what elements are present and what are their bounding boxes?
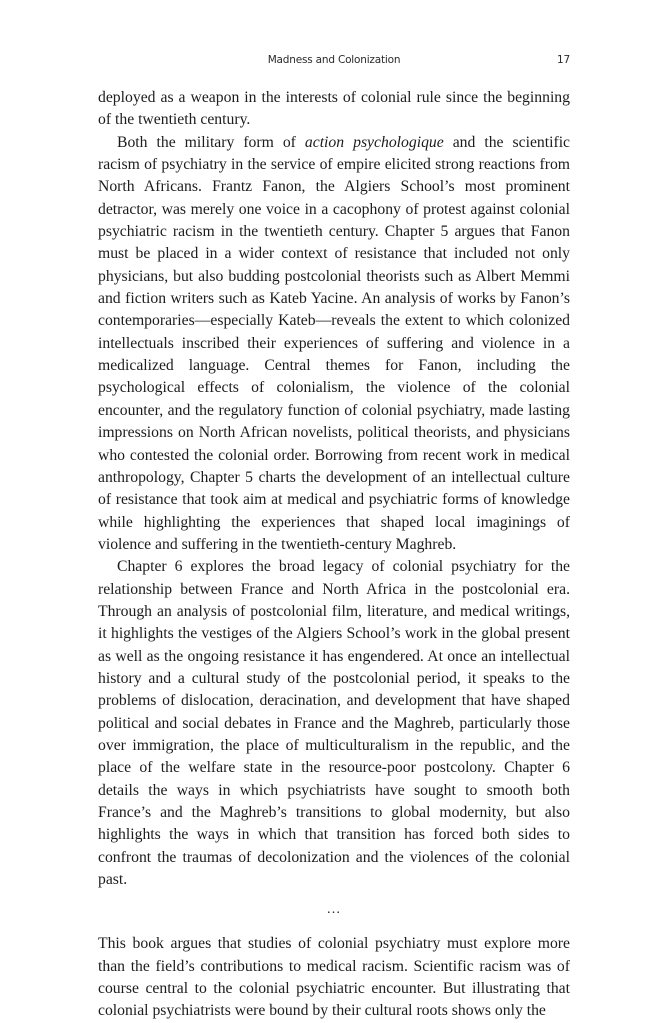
italic-term: action psychologique <box>304 133 444 151</box>
paragraph-argument: This book argues that studies of colonial psychiatry must explore more than the field’s contributions to medical racism. Scientific racism was of course central to the colonial psychiatric encounter. But illustrating that colonial psychiatrists were bound by their cultural roots shows only the <box>98 935 570 1020</box>
paragraph-continuation: deployed as a weapon in the interests of colonial rule since the beginning of the twentieth century. <box>98 89 570 129</box>
section-break-ellipsis: … <box>326 902 342 918</box>
page-number: 17 <box>557 54 570 66</box>
paragraph-lead: Both the military form of <box>117 133 305 151</box>
body-text <box>98 87 570 1023</box>
paragraph-chapter-5 <box>98 132 570 557</box>
running-head <box>98 54 570 70</box>
paragraph-rest: and the scientific racism of psychiatry in the service of empire elicited strong reactions from North Africans. Frantz Fanon, the Algiers School’s most prominent detractor, was merely one voice in a cacophony of protest against colonial psychiatric racism in the twentieth century. Chapter 5 argues that Fanon must be placed in a wider context of resistance that included not only physicians, but also budding postcolonial theorists such as Albert Memmi and fiction writers such as Kateb Yacine. An analysis of works by Fanon’s contemporaries—especially Kateb—reveals the extent to which colonized intellectuals inscribed their experiences of suffering and violence in a medicalized language. Central themes for Fanon, including the psychological effects of colonialism, the violence of the colonial encounter, and the regulatory function of colonial psychiatry, made lasting impressions on North African novelists, political theorists, and physicians who contested the colonial order. Borrowing from recent work in medical anthropology, Chapter 5 charts the development of an intellectual culture of resistance that took aim at medical and psychiatric forms of knowledge while highlighting the experiences that shaped local imaginings of violence and suffering in the twentieth-century Maghreb. <box>98 133 571 553</box>
paragraph-chapter-6: Chapter 6 explores the broad legacy of colonial psychiatry for the relationship between France and North Africa in the postcolonial era. Through an analysis of postcolonial film, literature, and medical writings, it highlights the vestiges of the Algiers School’s work in the global present as well as the ongoing resistance it has engendered. At once an intellectual history and a cultural study of the postcolonial period, it speaks to the problems of dislocation, deracination, and development that have shaped political and social debates in France and the Maghreb, particularly those over immigration, the place of multiculturalism in the republic, and the place of the welfare state in the resource-poor postcolony. Chapter 6 details the ways in which psychiatrists have sought to smooth both France’s and the Maghreb’s transitions to global modernity, but also highlights the ways in which that transition has forced both sides to confront the traumas of decolonization and the violences of the colonial past. <box>98 558 570 889</box>
running-title: Madness and Colonization <box>267 54 401 66</box>
